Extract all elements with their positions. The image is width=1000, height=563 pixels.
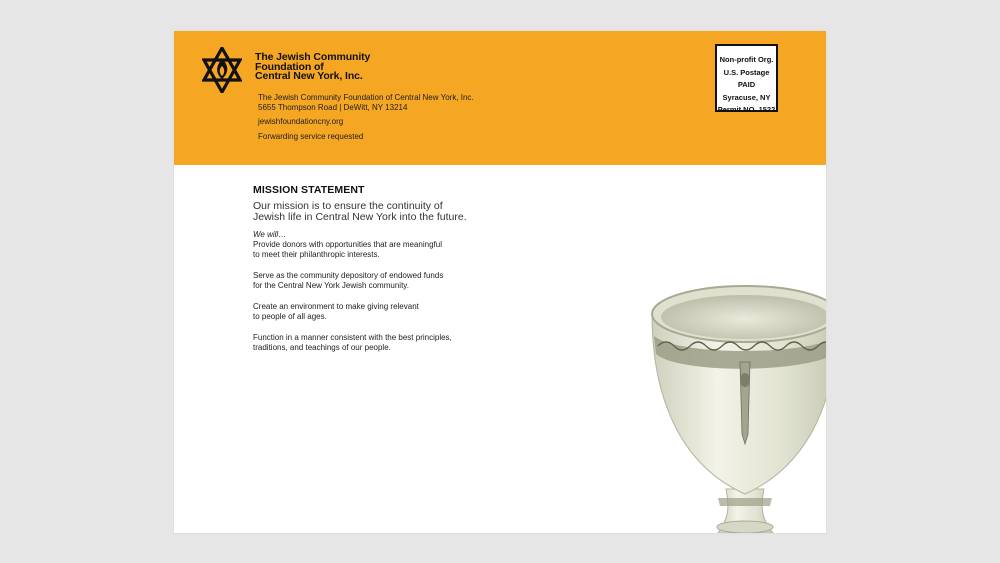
indicia-line: Syracuse, NY [722, 92, 771, 102]
mission-lead [253, 201, 553, 223]
mission-point-line: to meet their philanthropic interests. [253, 249, 380, 259]
logo-name-line-3: Central New York, Inc. [255, 70, 363, 82]
we-will-label: We will… [253, 230, 287, 239]
return-address [258, 93, 474, 141]
mailer-card [174, 31, 826, 533]
website-link[interactable]: jewishfoundationcny.org [258, 117, 344, 126]
mission-point-line: to people of all ages. [253, 311, 327, 321]
mission-point-line: Create an environment to make giving relevant [253, 301, 419, 311]
indicia-line: Non-profit Org. [719, 55, 774, 64]
logo-name-line-2: Foundation of [255, 60, 324, 73]
mission-lead-line: Jewish life in Central New York into the future. [253, 211, 467, 223]
mission-point [253, 333, 553, 353]
mission-section [253, 184, 553, 364]
mission-point [253, 302, 553, 322]
indicia-line: Permit NO. 1522 [717, 105, 776, 114]
postage-indicia [715, 44, 778, 112]
kiddush-cup-image [648, 284, 826, 533]
mission-lead-line: Our mission is to ensure the continuity of [253, 200, 443, 212]
mission-point-line: Serve as the community depository of endowed funds [253, 270, 444, 280]
mailer-header [174, 31, 826, 165]
return-street: 5655 Thompson Road | DeWitt, NY 13214 [258, 102, 408, 112]
mission-point [253, 271, 553, 291]
return-org-name: The Jewish Community Foundation of Central New York, Inc. [258, 93, 474, 102]
mission-point [253, 240, 553, 260]
mission-point-line: Function in a manner consistent with the best principles, [253, 332, 452, 342]
mission-point-line: traditions, and teachings of our people. [253, 342, 391, 352]
mission-title: MISSION STATEMENT [253, 184, 365, 196]
star-of-david-flame-icon [202, 47, 242, 93]
indicia-line: PAID [737, 80, 756, 89]
mission-point-line: for the Central New York Jewish community. [253, 280, 409, 290]
foundation-logo-name [255, 53, 370, 82]
logo-name-line-1: The Jewish Community [255, 51, 371, 63]
mission-point-line: Provide donors with opportunities that are meaningful [253, 239, 442, 249]
indicia-line: U.S. Postage [723, 67, 770, 77]
forwarding-note: Forwarding service requested [258, 131, 364, 141]
